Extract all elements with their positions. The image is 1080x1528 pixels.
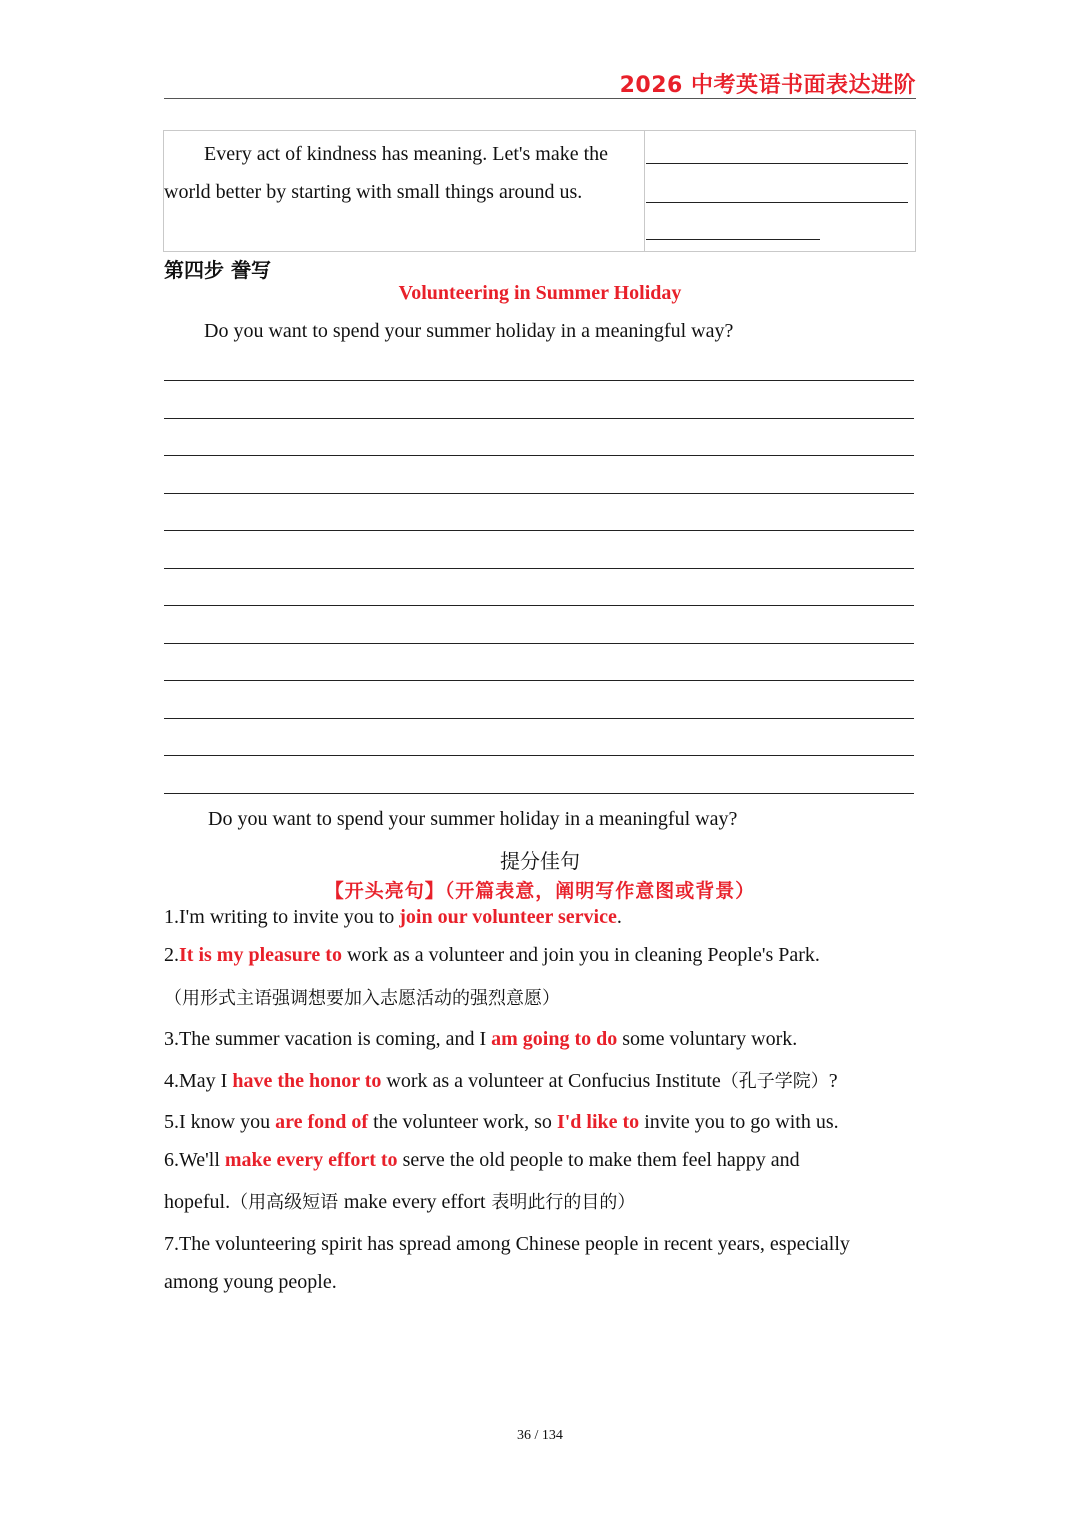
sentence-7: 7.The volunteering spirit has spread among Chinese people in recent years, especially (164, 1233, 850, 1255)
sentence-6-continued: hopeful.（用高级短语 make every effort 表明此行的目的） (164, 1191, 636, 1213)
answer-blank-2[interactable] (646, 202, 908, 203)
page-number: 36 / 134 (517, 1428, 563, 1443)
writing-line[interactable] (164, 380, 914, 381)
sentence-5: 5.I know you are fond of the volunteer work, so I'd like to invite you to go with us. (164, 1111, 839, 1133)
essay-prompt: Do you want to spend your summer holiday in a meaningful way? (204, 320, 734, 342)
kindness-table (163, 130, 916, 252)
writing-line[interactable] (164, 418, 914, 419)
writing-line[interactable] (164, 643, 914, 644)
sentence-3: 3.The summer vacation is coming, and I am going to do some voluntary work. (164, 1028, 798, 1050)
tips-title: 提分佳句 (500, 849, 580, 873)
sentence-6: 6.We'll make every effort to serve the old people to make them feel happy and (164, 1149, 800, 1171)
writing-line[interactable] (164, 793, 914, 794)
table-text-line-2: world better by starting with small things around us. (164, 181, 583, 203)
writing-line[interactable] (164, 680, 914, 681)
answer-blank-1[interactable] (646, 163, 908, 164)
table-text-line-1: Every act of kindness has meaning. Let's make the (204, 143, 609, 165)
writing-line[interactable] (164, 455, 914, 456)
writing-line[interactable] (164, 605, 914, 606)
step-four-title: 第四步 誊写 (164, 258, 271, 282)
sentence-1: 1.I'm writing to invite you to join our volunteer service. (164, 906, 622, 928)
writing-line[interactable] (164, 755, 914, 756)
opening-sentences-heading: 【开头亮句】（开篇表意，阐明写作意图或背景） (324, 880, 756, 902)
essay-prompt-repeat: Do you want to spend your summer holiday in a meaningful way? (208, 808, 738, 830)
writing-line[interactable] (164, 718, 914, 719)
answer-blank-3[interactable] (646, 239, 820, 240)
sentence-2-note: （用形式主语强调想要加入志愿活动的强烈意愿） (164, 988, 560, 1009)
header-title: 2026 中考英语书面表达进阶 (619, 73, 916, 98)
writing-line[interactable] (164, 493, 914, 494)
essay-title: Volunteering in Summer Holiday (398, 282, 682, 304)
table-text-cell (164, 131, 645, 251)
sentence-4: 4.May I have the honor to work as a volunteer at Confucius Institute（孔子学院）? (164, 1070, 838, 1092)
header-divider (164, 98, 916, 99)
writing-line[interactable] (164, 568, 914, 569)
writing-line[interactable] (164, 530, 914, 531)
sentence-2: 2.It is my pleasure to work as a volunteer and join you in cleaning People's Park. (164, 944, 820, 966)
sentence-7-continued: among young people. (164, 1271, 337, 1293)
